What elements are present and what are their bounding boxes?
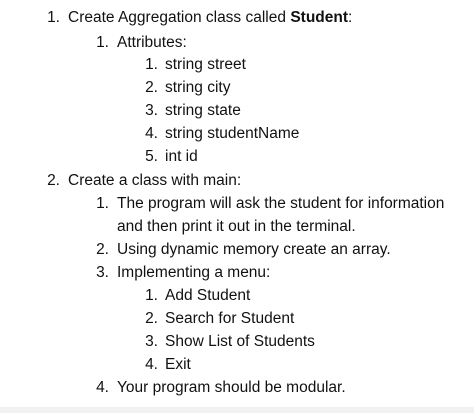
list-number: 2. (145, 79, 158, 96)
list-item-text: Exit (165, 356, 191, 373)
list-number: 2. (96, 241, 109, 258)
text-suffix: : (348, 9, 353, 26)
list-item-text: int id (165, 148, 198, 165)
page-bottom-edge (0, 407, 474, 413)
list-item-text: string street (165, 56, 246, 73)
list-item-text: string studentName (165, 125, 300, 142)
list-number: 1. (145, 287, 158, 304)
list-number: 4. (96, 379, 109, 396)
list-item-text: Attributes: (117, 34, 187, 51)
list-number: 1. (145, 56, 158, 73)
list-number: 4. (145, 125, 158, 142)
list-number: 1. (47, 9, 60, 26)
text-prefix: Create Aggregation class called (68, 9, 291, 26)
text-bold: Student (290, 9, 348, 26)
list-number: 5. (145, 148, 158, 165)
list-item-text: and then print it out in the terminal. (117, 218, 356, 235)
list-item-text: Using dynamic memory create an array. (117, 241, 391, 258)
list-item-text: Search for Student (165, 310, 295, 327)
list-item-text: Implementing a menu: (117, 264, 271, 281)
list-item-text: Show List of Students (165, 333, 315, 350)
list-item-text: Create a class with main: (68, 172, 242, 189)
list-number: 1. (96, 34, 109, 51)
list-number: 3. (145, 102, 158, 119)
list-number: 3. (145, 333, 158, 350)
list-number: 2. (47, 172, 60, 189)
list-number: 4. (145, 356, 158, 373)
list-number: 3. (96, 264, 109, 281)
list-item-text: string city (165, 79, 231, 96)
list-item-text (68, 8, 352, 28)
list-number: 2. (145, 310, 158, 327)
list-item-text: Your program should be modular. (117, 379, 346, 396)
list-number: 1. (96, 195, 109, 212)
list-item-text: Add Student (165, 287, 251, 304)
list-item-text: string state (165, 102, 241, 119)
list-item-text: The program will ask the student for information (117, 195, 445, 212)
